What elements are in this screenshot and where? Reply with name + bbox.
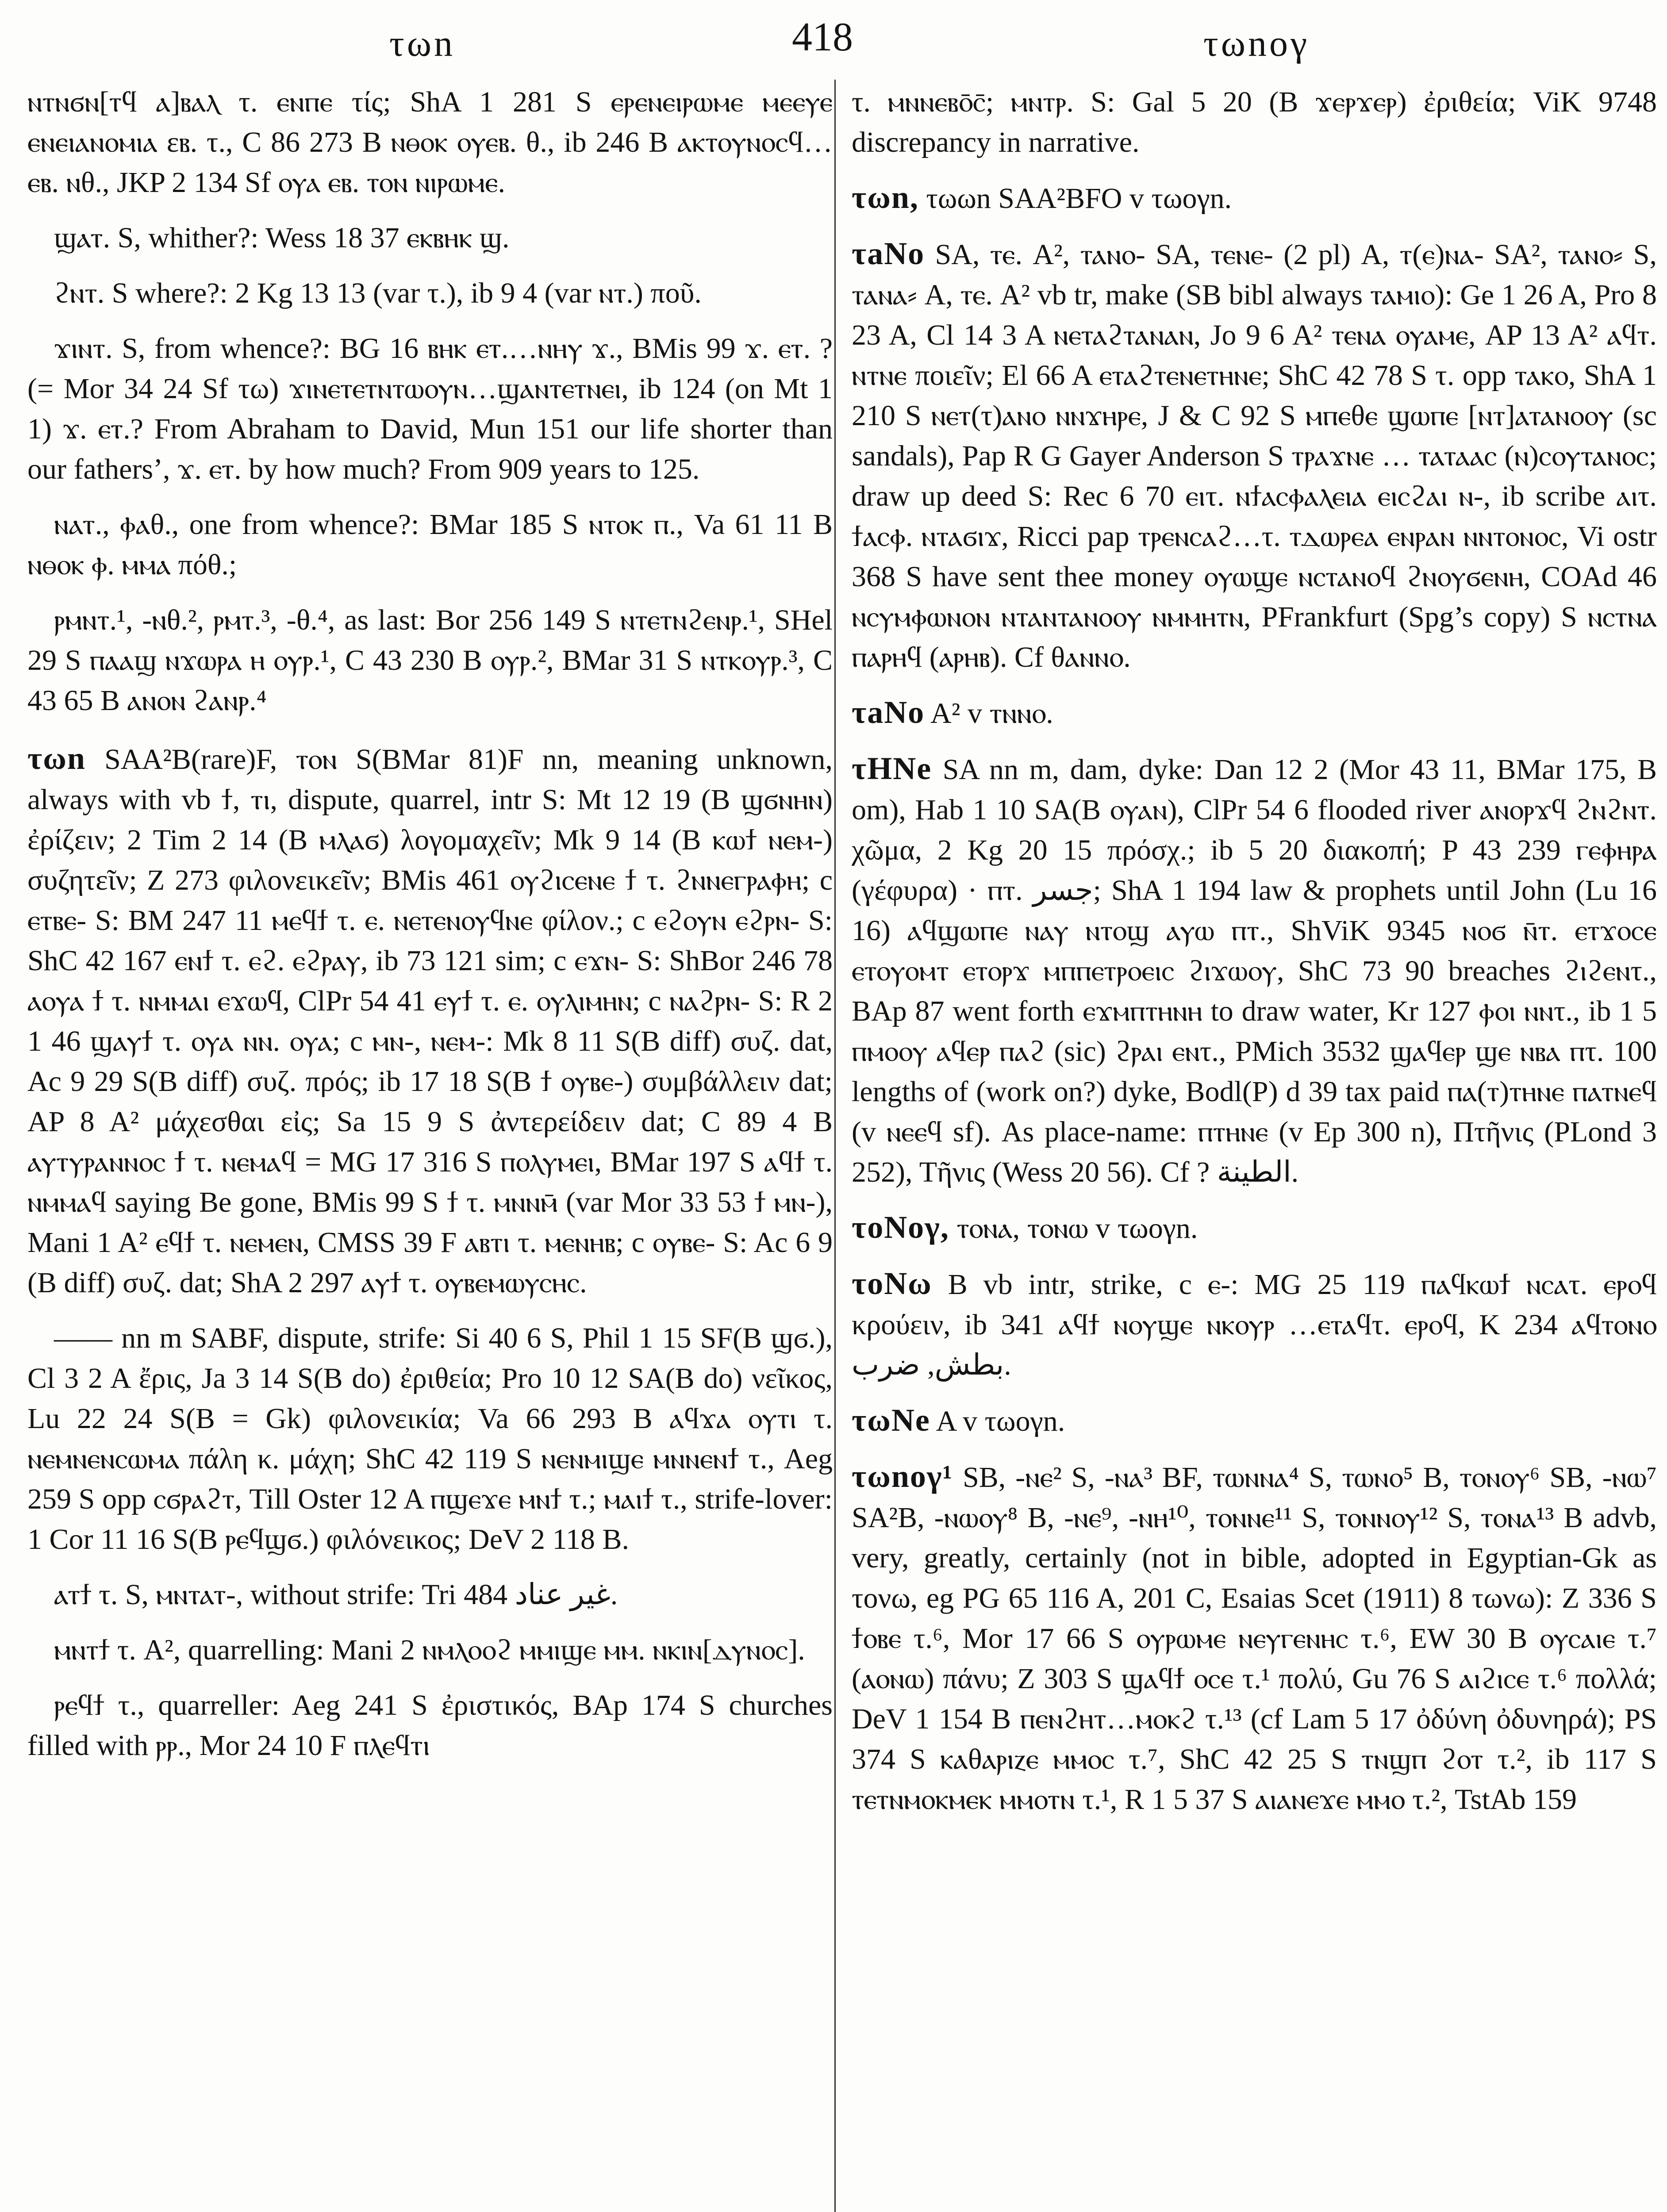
- dictionary-entry: τωn, τωωn SAA²BFO v τωογn.: [852, 180, 1232, 215]
- entry-headword: τHNe: [852, 751, 932, 786]
- dictionary-entry: τωNe A v τωογn.: [852, 1402, 1065, 1438]
- entry-continuation: ⲛⲧⲛϭⲛ[ⲧϥ ⲁ]ⲃⲁⲗ τ. ⲉⲛⲡⲉ τίς; ShA 1 281 S ⲉⲣⲉⲛⲉⲓⲣⲱⲙⲉ ⲙⲉⲉⲩⲉ ⲉⲛⲉⲓⲁⲛⲟⲙⲓⲁ εⲃ. τ., C 86 273 B ⲛⲑⲟⲕ ⲟⲩⲉⲃ. θ., ib 246 B ⲁⲕⲧⲟⲩⲛⲟⲥϥ…ⲉⲃ. ⲛθ., JKP 2 134 Sf ⲟⲩⲁ ⲉⲃ. ⲧⲟⲛ ⲛⲓⲣⲱⲙⲉ.: [27, 86, 833, 199]
- dictionary-entry: τωnoγ¹ SB, -ⲛⲉ² S, -ⲛⲁ³ BF, ⲧⲱⲛⲛⲁ⁴ S, ⲧⲱⲛⲟ⁵ B, ⲧⲟⲛⲟⲩ⁶ SB, -ⲛⲱ⁷ SA²B, -ⲛⲱⲟⲩ⁸ B, -ⲛⲉ⁹, -ⲛⲏ¹⁰, ⲧⲟⲛⲛⲉ¹¹ S, ⲧⲟⲛⲛⲟⲩ¹² S, ⲧⲟⲛⲁ¹³ B advb, very, greatly, certainly (not in bible, adopted in Egyptian-Gk as τονω, eg PG 65 116 A, 201 C, Esaias Scet (1911) 8 τωνω): Z 336 S ϯⲟⲃⲉ τ.⁶, Mor 17 66 S ⲟⲩⲣⲱⲙⲉ ⲛⲉⲩⲅⲉⲛⲏⲥ τ.⁶, EW 30 B ⲟⲩⲥⲁⲓⲉ τ.⁷ (ⲁⲟⲛⲱ) πάνυ; Z 303 S ϣⲁϥϯ ⲟⲥⲉ τ.¹ πολύ, Gu 76 S ⲁⲓϩⲓⲥⲉ τ.⁶ πολλά; DeV 1 154 B ⲡⲉⲛϩⲏⲧ…ⲙⲟⲕϩ τ.¹³ (cf Lam 5 17 ὀδύνη ὀδυνηρά); PS 374 S ⲕⲁθⲁⲣⲓⲍⲉ ⲙⲙⲟⲥ τ.⁷, ShC 42 25 S ⲧⲛϣⲡ ϩⲟⲧ τ.², ib 117 S ⲧⲉⲧⲛⲙⲟⲕⲙⲉⲕ ⲙⲙⲟⲧⲛ τ.¹, R 1 5 37 S ⲁⲓⲁⲛⲉϫⲉ ⲙⲙⲟ τ.², TstAb 159: [852, 1459, 1657, 1816]
- dictionary-entry: τaNo A² v ⲧⲛⲛⲟ.: [852, 695, 1053, 730]
- header-right-guide-word: τωnογ: [1203, 23, 1310, 64]
- entry-headword: τωnoγ¹: [852, 1459, 953, 1494]
- entry-headword: τoNoγ,: [852, 1210, 949, 1245]
- entry-continuation: τ. ⲙⲛⲛⲉⲃⲟ̄ⲥ̄; ⲙⲛⲧⲣ. S: Gal 5 20 (B ϫⲉⲣϫⲉⲣ) ἐριθεία; ViK 9748 discrepancy in narrative.: [852, 86, 1657, 158]
- entry-headword: τaNo: [852, 236, 925, 271]
- dictionary-entry: τoNω B vb intr, strike, c ⲉ-: MG 25 119 ⲡⲁϥⲕⲱϯ ⲛⲥⲁτ. ⲉⲣⲟϥ κρούειν, ib 341 ⲁϥϯ ⲛⲟⲩϣⲉ ⲛⲕⲟⲩⲣ …ⲉⲧⲁϥτ. ⲉⲣⲟϥ, K 234 ⲁϥⲧⲟⲛⲟ بطش, ضرب.: [852, 1266, 1657, 1381]
- entry-headword: τωn: [27, 741, 86, 776]
- header-left-guide-word: τωn: [389, 23, 456, 64]
- left-column: [27, 82, 833, 2212]
- right-column: [852, 82, 1657, 2212]
- dictionary-entry: τωn SAA²B(rare)F, ⲧⲟⲛ S(BMar 81)F nn, meaning unknown, always with vb ϯ, ⲧⲓ, dispute, quarrel, intr S: Mt 12 19 (B ϣϭⲛⲏⲛ) ἐρίζειν; 2 Tim 2 14 (B ⲙⲗⲁϭ) λογομαχεῖν; Mk 9 14 (B ⲕⲱϯ ⲛⲉⲙ-) συζητεῖν; Z 273 φιλονεικεῖν; BMis 461 ⲟⲩϩⲓⲥⲉⲛⲉ ϯ τ. ϩⲛⲛⲉⲅⲣⲁⲫⲏ; c ⲉⲧⲃⲉ- S: BM 247 11 ⲙⲉϥϯ τ. ⲉ. ⲛⲉⲧⲉⲛⲟⲩϥⲛⲉ φίλον.; c ⲉϩⲟⲩⲛ ⲉϩⲣⲛ- S: ShC 42 167 ⲉⲛϯ τ. ⲉϩ. ⲉϩⲣⲁⲩ, ib 73 121 sim; c ⲉϫⲛ- S: ShBor 246 78 ⲁⲟⲩⲁ ϯ τ. ⲛⲙⲙⲁⲓ ⲉϫⲱϥ, ClPr 54 41 ⲉⲩϯ τ. ⲉ. ⲟⲩⲗⲓⲙⲏⲛ; c ⲛⲁϩⲣⲛ- S: R 2 1 46 ϣⲁⲩϯ τ. ⲟⲩⲁ ⲛⲛ. ⲟⲩⲁ; c ⲙⲛ-, ⲛⲉⲙ-: Mk 8 11 S(B diff) συζ. dat, Ac 9 29 S(B diff) συζ. πρός; ib 17 18 S(B ϯ ⲟⲩⲃⲉ-) συμβάλλειν dat; AP 8 A² μάχεσθαι εἰς; Sa 15 9 S ἀντερείδειν dat; C 89 4 B ⲁⲩⲧⲩⲣⲁⲛⲛⲟⲥ ϯ τ. ⲛⲉⲙⲁϥ = MG 17 316 S ⲡⲟⲗⲩⲙⲉⲓ, BMar 197 S ⲁϥϯ τ. ⲛⲙⲙⲁϥ saying Be gone, BMis 99 S ϯ τ. ⲙⲛⲛⲙ̄ (var Mor 33 53 ϯ ⲙⲛ-), Mani 1 A² ⲉϥϯ τ. ⲛⲉⲙⲉⲛ, CMSS 39 F ⲁⲃⲧⲓ τ. ⲙⲉⲛⲏⲃ; c ⲟⲩⲃⲉ- S: Ac 6 9 (B diff) συζ. dat; ShA 2 297 ⲁⲩϯ τ. ⲟⲩⲃⲉⲙⲱⲩⲥⲏⲥ.: [27, 741, 833, 1299]
- dictionary-entry: τoNoγ, ⲧⲟⲛⲁ, ⲧⲟⲛⲱ v τωογn.: [852, 1210, 1198, 1245]
- column-divider: [834, 80, 836, 2212]
- sub-entry: ⲣⲉϥϯ τ., quarreller: Aeg 241 S ἐριστικός, BAp 174 S churches filled with ⲣⲣ., Mor 24 10 F ⲡⲗⲉϥⲧⲓ: [27, 1689, 833, 1762]
- sub-entry: ϣⲁⲧ. S, whither?: Wess 18 37 ⲉⲕⲃⲏⲕ ϣ.: [54, 222, 510, 254]
- sub-entry: ⲣⲙⲛⲧ.¹, -ⲛθ.², ⲣⲙⲧ.³, -θ.⁴, as last: Bor 256 149 S ⲛⲧⲉⲧⲛϩⲉⲛⲣ.¹, SHel 29 S ⲡⲁⲁϣ ⲛϫⲱⲣⲁ ⲏ ⲟⲩⲣ.¹, C 43 230 B ⲟⲩⲣ.², BMar 31 S ⲛⲧⲕⲟⲩⲣ.³, C 43 65 B ⲁⲛⲟⲛ ϩⲁⲛⲣ.⁴: [27, 604, 833, 717]
- sub-entry: ϫⲓⲛⲧ. S, from whence?: BG 16 ⲃⲏⲕ ⲉⲧ.…ⲛⲏⲩ ϫ., BMis 99 ϫ. ⲉⲧ. ?(= Mor 34 24 Sf τω) ϫⲓⲛⲉⲧⲉⲧⲛⲧⲱⲟⲩⲛ…ϣⲁⲛⲧⲉⲧⲛⲉⲓ, ib 124 (on Mt 1 1) ϫ. ⲉⲧ.? From Abraham to David, Mun 151 our life shorter than our fathers’, ϫ. ⲉⲧ. by how much? From 909 years to 125.: [27, 332, 833, 485]
- page-number: 418: [792, 14, 853, 59]
- entry-headword: τωNe: [852, 1402, 930, 1438]
- dictionary-entry: τaNo SA, ⲧⲉ. A², ⲧⲁⲛⲟ- SA, ⲧⲉⲛⲉ- (2 pl) A, ⲧ(ⲉ)ⲛⲁ- SA², ⲧⲁⲛⲟ⸗ S, ⲧⲁⲛⲁ⸗ A, ⲧⲉ. A² vb tr, make (SB bibl always ⲧⲁⲙⲓⲟ): Ge 1 26 A, Pro 8 23 A, Cl 14 3 A ⲛⲉⲧⲁϩⲧⲁⲛⲁⲛ, Jo 9 6 A² ⲧⲉⲛⲁ ⲟⲩⲁⲙⲉ, AP 13 A² ⲁϥⲧ. ⲛⲧⲛⲉ ποιεῖν; El 66 A ⲉⲧⲁϩⲧⲉⲛⲉⲧⲏⲛⲉ; ShC 42 78 S τ. opp ⲧⲁⲕⲟ, ShA 1 210 S ⲛⲉⲧ(τ)ⲁⲛⲟ ⲛⲛϫⲏⲣⲉ, J & C 92 S ⲙⲡⲉθⲉ ϣⲱⲡⲉ [ⲛⲧ]ⲁⲧⲁⲛⲟⲟⲩ (sc sandals), Pap R G Gayer Anderson S ⲧⲣⲁϫⲛⲉ … ⲧⲁⲧⲁⲁⲥ (ⲛ)ⲥⲟⲩⲧⲁⲛⲟⲥ; draw up deed S: Rec 6 70 ⲉⲓτ. ⲛϯⲁⲥⲫⲁⲗⲉⲓⲁ ⲉⲓⲥϩⲁⲓ ⲛ-, ib scribe ⲁⲓτ. ϯⲁⲥⲫ. ⲛⲧⲁϭⲓϫ, Ricci pap ⲧⲣⲉⲛⲥⲁϩ…τ. ⲧⲇⲱⲣⲉⲁ ⲉⲛⲣⲁⲛ ⲛⲛⲧⲟⲛⲟⲥ, Vi ostr 368 S have sent thee money ⲟⲩⲱϣⲉ ⲛⲥⲧⲁⲛⲟϥ ϩⲛⲟⲩϭⲉⲛⲏ, COAd 46 ⲛⲥⲩⲙⲫⲱⲛⲟⲛ ⲛⲧⲁⲛⲧⲁⲛⲟⲟⲩ ⲛⲙⲙⲏⲧⲛ, PFrankfurt (Spg’s copy) S ⲛⲥⲧⲛⲁ ⲡⲁⲣⲏϥ (ⲁⲣⲏⲃ). Cf θⲁⲛⲛⲟ.: [852, 236, 1657, 673]
- entry-headword: τoNω: [852, 1266, 932, 1301]
- sub-entry: —— nn m SABF, dispute, strife: Si 40 6 S, Phil 1 15 SF(B ϣϭ.), Cl 3 2 A ἔρις, Ja 3 14 S(B do) ἐριθεία; Pro 10 12 SA(B do) νεῖκος, Lu 22 24 S(B = Gk) φιλονεικία; Va 66 293 B ⲁϥϫⲁ ⲟⲩⲧⲓ τ. ⲛⲉⲙⲛⲉⲛⲥⲱⲙⲁ πάλη κ. μάχη; ShC 42 119 S ⲛⲉⲛⲙⲓϣⲉ ⲙⲛⲛⲉⲛϯ τ., Aeg 259 S opp ⲥϭⲣⲁϩⲧ, Till Oster 12 A ⲡϣⲉϫⲉ ⲙⲛϯ τ.; ⲙⲁⲓϯ τ., strife-lover: 1 Cor 11 16 S(B ⲣⲉϥϣϭ.) φιλόνεικος; DeV 2 118 B.: [27, 1322, 833, 1555]
- sub-entry: ⲛⲁⲧ., ⲫⲁθ., one from whence?: BMar 185 S ⲛⲧⲟⲕ ⲡ., Va 61 11 B ⲛⲑⲟⲕ ⲫ. ⲙⲙⲁ πόθ.;: [27, 508, 833, 581]
- dictionary-entry: τHNe SA nn m, dam, dyke: Dan 12 2 (Mor 43 11, BMar 175, B om), Hab 1 10 SA(B ⲟⲩⲁⲛ), ClPr 54 6 flooded river ⲁⲛⲟⲣϫϥ ϩⲛϩⲛⲧ. χῶμα, 2 Kg 20 15 πρόσχ.; ib 5 20 διακοπή; P 43 239 ⲅⲉⲫⲏⲣⲁ (γέφυρα) · ⲡⲧ. جسر; ShA 1 194 law & prophets until John (Lu 16 16) ⲁϥϣⲱⲡⲉ ⲛⲁⲩ ⲛⲧⲟϣ ⲁⲩⲱ ⲡⲧ., ShViK 9345 ⲛⲟϭ ⲛ̄ⲧ. ⲉⲧϫⲟⲥⲉ ⲉⲧⲟⲩⲟⲙⲧ ⲉⲧⲟⲣϫ ⲙⲡⲡⲉⲧⲣⲟⲉⲓⲥ ϩⲓϫⲱⲟⲩ, ShC 73 90 breaches ϩⲓϩⲉⲛτ., BAp 87 went forth ⲉϫⲙⲡⲧⲏⲛⲏ to draw water, Kr 127 ⲫⲟⲓ ⲛⲛτ., ib 1 5 ⲡⲙⲟⲟⲩ ⲁϥⲉⲣ ⲡⲁϩ (sic) ϩⲣⲁⲓ ⲉⲛτ., PMich 3532 ϣⲁϥⲉⲣ ϣⲉ ⲛⲃⲁ ⲡτ. 100 lengths of (work on?) dyke, Bodl(P) d 39 tax paid ⲡⲁ(ⲧ)ⲧⲏⲛⲉ ⲡⲁⲧⲛⲉϥ (v ⲛⲉⲉϥ sf). As place-name: ⲡⲧⲏⲛⲉ (v Ep 300 n), Πτῆνις (PLond 3 252), Τῆνις (Wess 20 56). Cf ? الطينة.: [852, 751, 1657, 1188]
- entry-headword: τaNo: [852, 695, 925, 730]
- sub-entry: ⲙⲛⲧϯ τ. A², quarrelling: Mani 2 ⲛⲙⲗⲟⲟϩ ⲙⲙⲓϣⲉ ⲙⲙ. ⲛⲕⲓⲛ[ⲇⲩⲛⲟⲥ].: [54, 1634, 805, 1666]
- sub-entry: ϩⲛⲧ. S where?: 2 Kg 13 13 (var τ.), ib 9 4 (var ⲛⲧ.) ποῦ.: [54, 277, 702, 309]
- running-header: [0, 13, 1667, 66]
- sub-entry: ⲁⲧϯ τ. S, ⲙⲛⲧⲁⲧ-, without strife: Tri 484 غير عناد.: [54, 1578, 618, 1611]
- entry-headword: τωn,: [852, 180, 919, 215]
